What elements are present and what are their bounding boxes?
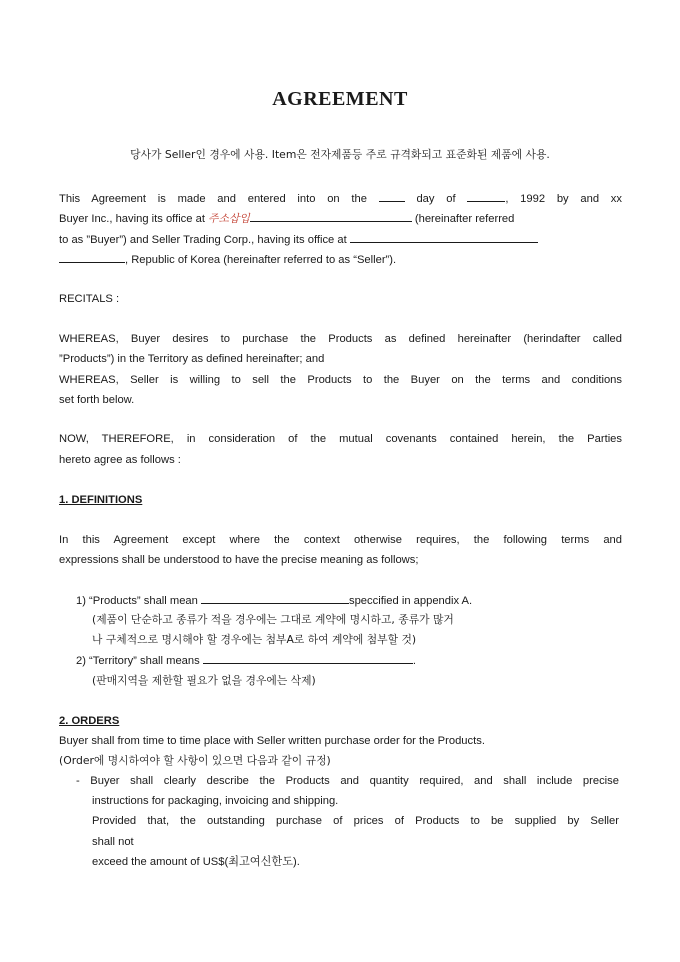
orders-p2: (Order에 명시하여야 할 사항이 있으면 다음과 같이 규정) — [59, 754, 331, 767]
buyer-address-blank[interactable] — [250, 211, 412, 222]
seller-address-blank-2[interactable] — [59, 252, 125, 263]
month-blank[interactable] — [467, 191, 505, 202]
definitions-heading: 1. DEFINITIONS — [59, 494, 143, 506]
orders-p1: Buyer shall from time to time place with Seller written purchase order for the Products. — [59, 735, 485, 747]
orders-heading: 2. ORDERS — [59, 715, 120, 727]
day-blank[interactable] — [379, 191, 405, 202]
now-therefore-a: NOW, THEREFORE, in consideration of the mutual covenants contained herein, the Parties — [59, 433, 622, 445]
document-title: AGREEMENT — [272, 88, 408, 110]
now-therefore-b: hereto agree as follows : — [59, 454, 181, 466]
definitions-p2: expressions shall be understood to have the precise meaning as follows; — [59, 554, 419, 566]
intro-line-4: , Republic of Korea (hereinafter referred to as “Seller”). — [59, 252, 622, 267]
products-note-1: (제품이 단순하고 종류가 적을 경우에는 그대로 계약에 명시하고, 종류가 많거 — [92, 613, 454, 626]
recitals-label: RECITALS : — [59, 293, 120, 305]
intro-line-3: to as ”Buyer”) and Seller Trading Corp., having its office at — [59, 232, 622, 247]
seller-address-blank[interactable] — [350, 232, 538, 243]
intro-line-1: This Agreement is made and entered into on the day of , 1992 by and xx — [59, 193, 622, 205]
intro-line-2: Buyer Inc., having its office at 주소삽입 (hereinafter referred — [59, 212, 515, 225]
whereas-2a: WHEREAS, Seller is willing to sell the Products to the Buyer on the terms and conditions — [59, 374, 622, 386]
orders-proviso-b: shall not — [92, 836, 134, 848]
whereas-2b: set forth below. — [59, 394, 135, 406]
products-note-2: 나 구체적으로 명시해야 할 경우에는 첨부A로 하여 계약에 첨부할 것) — [92, 633, 417, 646]
orders-bullet-1a: - Buyer shall clearly describe the Products and quantity required, and shall include precise — [76, 775, 619, 787]
usage-note: 당사가 Seller인 경우에 사용. Item은 전자제품등 주로 규격화되고 표준화된 제품에 사용. — [130, 148, 550, 161]
definitions-p1: In this Agreement except where the context otherwise requires, the following terms and — [59, 534, 622, 546]
definition-item-territory: 2) “Territory” shall means . — [76, 655, 416, 667]
definition-item-products: 1) “Products” shall mean speccified in appendix A. — [76, 595, 473, 607]
territory-note: (판매지역을 제한할 필요가 없을 경우에는 삭제) — [92, 674, 316, 687]
territory-blank[interactable] — [203, 653, 413, 664]
whereas-1a: WHEREAS, Buyer desires to purchase the Products as defined hereinafter (herindafter called — [59, 333, 622, 345]
whereas-1b: ”Products”) in the Territory as defined hereinafter; and — [59, 353, 325, 365]
orders-proviso-c: exceed the amount of US$(최고여신한도). — [92, 856, 300, 868]
orders-proviso-a: Provided that, the outstanding purchase of prices of Products to be supplied by Seller — [92, 815, 619, 827]
products-blank[interactable] — [201, 593, 349, 604]
address-placeholder[interactable]: 주소삽입 — [208, 212, 250, 225]
orders-bullet-1b: instructions for packaging, invoicing and shipping. — [92, 795, 339, 807]
